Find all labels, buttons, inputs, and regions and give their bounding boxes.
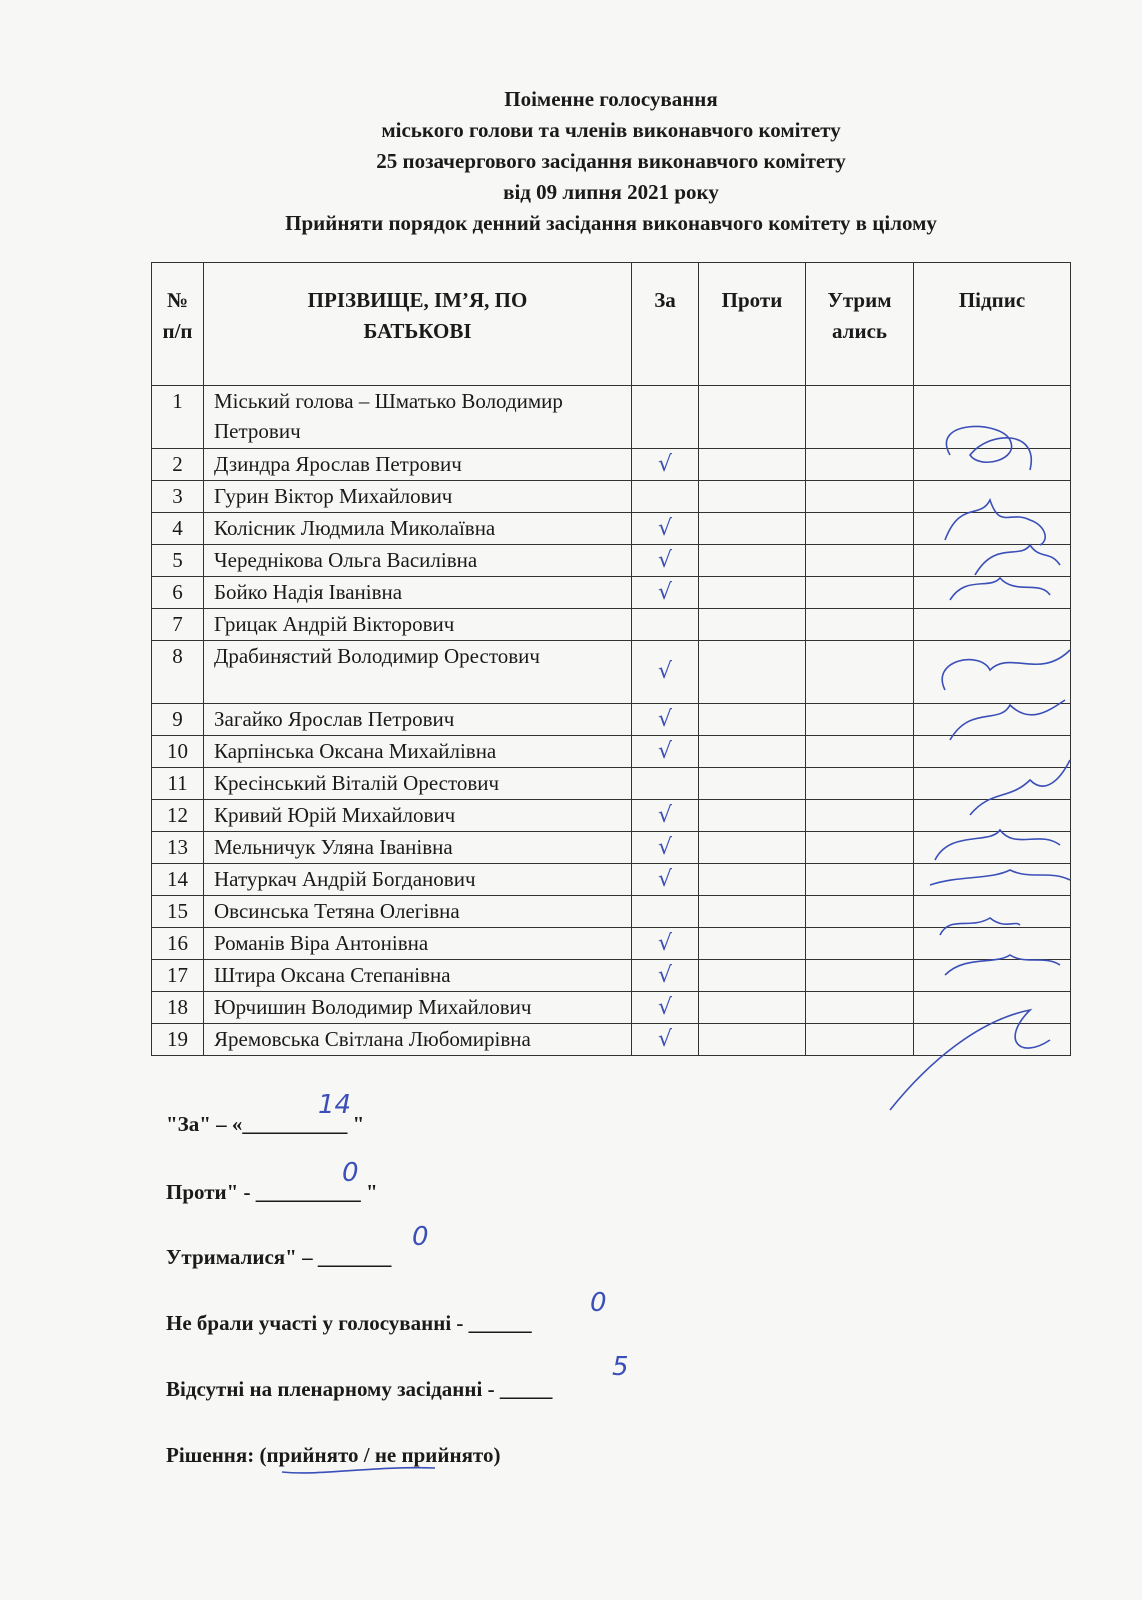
summary-against-label: Проти" - __________ " bbox=[166, 1180, 378, 1204]
row-name: Бойко Надія Іванівна bbox=[204, 577, 632, 609]
table-row bbox=[152, 800, 1071, 832]
row-number: 5 bbox=[152, 545, 204, 577]
row-vote-abstain bbox=[806, 864, 914, 896]
row-signature bbox=[914, 641, 1071, 704]
row-number: 16 bbox=[152, 928, 204, 960]
row-vote-against bbox=[699, 481, 806, 513]
row-signature bbox=[914, 481, 1071, 513]
table-row bbox=[152, 768, 1071, 800]
table-row bbox=[152, 704, 1071, 736]
col-header-against: Проти bbox=[699, 263, 806, 386]
row-signature bbox=[914, 704, 1071, 736]
row-vote-for bbox=[632, 768, 699, 800]
row-vote-for: √ bbox=[632, 928, 699, 960]
row-vote-against bbox=[699, 928, 806, 960]
row-vote-abstain bbox=[806, 545, 914, 577]
row-name: Череднікова Ольга Василівна bbox=[204, 545, 632, 577]
header-subtitle: міського голови та членів виконавчого комітету bbox=[381, 118, 841, 142]
row-vote-against bbox=[699, 609, 806, 641]
row-vote-abstain bbox=[806, 704, 914, 736]
row-name: Кривий Юрій Михайлович bbox=[204, 800, 632, 832]
row-vote-for: √ bbox=[632, 832, 699, 864]
row-signature bbox=[914, 800, 1071, 832]
row-vote-for bbox=[632, 386, 699, 449]
voting-table bbox=[151, 262, 1071, 1056]
row-name: Колісник Людмила Миколаївна bbox=[204, 513, 632, 545]
table-row bbox=[152, 992, 1071, 1024]
row-signature bbox=[914, 928, 1071, 960]
table-row bbox=[152, 928, 1071, 960]
row-signature bbox=[914, 1024, 1071, 1056]
document-header bbox=[150, 84, 1072, 239]
row-vote-against bbox=[699, 864, 806, 896]
row-number: 4 bbox=[152, 513, 204, 545]
row-vote-against bbox=[699, 768, 806, 800]
table-row bbox=[152, 641, 1071, 704]
row-vote-abstain bbox=[806, 481, 914, 513]
row-vote-for: √ bbox=[632, 577, 699, 609]
row-vote-for bbox=[632, 481, 699, 513]
row-vote-abstain bbox=[806, 800, 914, 832]
row-vote-for: √ bbox=[632, 641, 699, 704]
table-row bbox=[152, 832, 1071, 864]
table-row bbox=[152, 449, 1071, 481]
row-name: Юрчишин Володимир Михайлович bbox=[204, 992, 632, 1024]
row-vote-for: √ bbox=[632, 992, 699, 1024]
row-vote-abstain bbox=[806, 960, 914, 992]
header-meeting: 25 позачергового засідання виконавчого комітету bbox=[376, 149, 846, 173]
row-name: Загайко Ярослав Петрович bbox=[204, 704, 632, 736]
summary-not-voted bbox=[166, 1311, 532, 1336]
row-number: 11 bbox=[152, 768, 204, 800]
row-vote-abstain bbox=[806, 992, 914, 1024]
row-name: Грицак Андрій Вікторович bbox=[204, 609, 632, 641]
table-row bbox=[152, 864, 1071, 896]
table-row bbox=[152, 513, 1071, 545]
row-number: 15 bbox=[152, 896, 204, 928]
row-vote-abstain bbox=[806, 641, 914, 704]
table-row bbox=[152, 896, 1071, 928]
summary-for-value: 14 bbox=[318, 1090, 352, 1120]
summary-absent-label: Відсутні на пленарному засіданні - _____ bbox=[166, 1377, 553, 1401]
row-vote-abstain bbox=[806, 768, 914, 800]
col-header-signature: Підпис bbox=[914, 263, 1071, 386]
row-number: 1 bbox=[152, 386, 204, 449]
row-vote-against bbox=[699, 386, 806, 449]
row-vote-abstain bbox=[806, 577, 914, 609]
row-vote-against bbox=[699, 960, 806, 992]
row-vote-for: √ bbox=[632, 545, 699, 577]
row-number: 10 bbox=[152, 736, 204, 768]
row-vote-against bbox=[699, 545, 806, 577]
row-number: 19 bbox=[152, 1024, 204, 1056]
row-name: Штира Оксана Степанівна bbox=[204, 960, 632, 992]
row-name: Овсинська Тетяна Олегівна bbox=[204, 896, 632, 928]
row-vote-against bbox=[699, 577, 806, 609]
row-name: Драбинястий Володимир Орестович bbox=[204, 641, 632, 704]
row-vote-for: √ bbox=[632, 736, 699, 768]
summary-absent bbox=[166, 1377, 552, 1402]
row-signature bbox=[914, 896, 1071, 928]
summary-abstain-value: 0 bbox=[412, 1222, 429, 1252]
row-vote-against bbox=[699, 704, 806, 736]
summary-abstain-label: Утрималися" – _______ bbox=[166, 1245, 392, 1269]
row-vote-abstain bbox=[806, 736, 914, 768]
row-vote-for bbox=[632, 896, 699, 928]
row-vote-against bbox=[699, 992, 806, 1024]
row-signature bbox=[914, 449, 1071, 481]
row-vote-against bbox=[699, 896, 806, 928]
row-signature bbox=[914, 832, 1071, 864]
row-vote-for bbox=[632, 609, 699, 641]
row-number: 13 bbox=[152, 832, 204, 864]
row-vote-abstain bbox=[806, 896, 914, 928]
row-number: 2 bbox=[152, 449, 204, 481]
summary-absent-value: 5 bbox=[612, 1352, 629, 1382]
row-signature bbox=[914, 864, 1071, 896]
row-name: Гурин Віктор Михайлович bbox=[204, 481, 632, 513]
col-header-number: № п/п bbox=[152, 263, 204, 386]
row-vote-against bbox=[699, 736, 806, 768]
row-vote-abstain bbox=[806, 449, 914, 481]
row-signature bbox=[914, 577, 1071, 609]
row-signature bbox=[914, 960, 1071, 992]
table-row bbox=[152, 386, 1071, 449]
table-header-row bbox=[152, 263, 1071, 386]
table-row bbox=[152, 577, 1071, 609]
row-signature bbox=[914, 736, 1071, 768]
row-vote-against bbox=[699, 641, 806, 704]
row-vote-abstain bbox=[806, 609, 914, 641]
row-signature bbox=[914, 513, 1071, 545]
row-vote-against bbox=[699, 513, 806, 545]
table-row bbox=[152, 545, 1071, 577]
row-number: 3 bbox=[152, 481, 204, 513]
row-number: 7 bbox=[152, 609, 204, 641]
row-name: Романів Віра Антонівна bbox=[204, 928, 632, 960]
col-header-for: За bbox=[632, 263, 699, 386]
table-row bbox=[152, 960, 1071, 992]
row-vote-for: √ bbox=[632, 449, 699, 481]
row-vote-for: √ bbox=[632, 704, 699, 736]
header-title: Поіменне голосування bbox=[504, 87, 718, 111]
decision-underline-icon bbox=[280, 1462, 440, 1478]
summary-abstain bbox=[166, 1245, 391, 1270]
row-signature bbox=[914, 386, 1071, 449]
header-date: від 09 липня 2021 року bbox=[503, 180, 719, 204]
row-vote-for: √ bbox=[632, 800, 699, 832]
row-name: Дзиндра Ярослав Петрович bbox=[204, 449, 632, 481]
row-vote-abstain bbox=[806, 928, 914, 960]
row-vote-for: √ bbox=[632, 513, 699, 545]
row-number: 14 bbox=[152, 864, 204, 896]
row-vote-against bbox=[699, 800, 806, 832]
row-number: 8 bbox=[152, 641, 204, 704]
col-header-abstain: Утрим ались bbox=[806, 263, 914, 386]
row-vote-abstain bbox=[806, 1024, 914, 1056]
row-signature bbox=[914, 609, 1071, 641]
header-agenda: Прийняти порядок денний засідання виконавчого комітету в цілому bbox=[285, 211, 937, 235]
table-row bbox=[152, 736, 1071, 768]
row-name: Натуркач Андрій Богданович bbox=[204, 864, 632, 896]
row-signature bbox=[914, 545, 1071, 577]
row-signature bbox=[914, 992, 1071, 1024]
summary-not-voted-label: Не брали участі у голосуванні - ______ bbox=[166, 1311, 532, 1335]
row-name: Міський голова – Шматько Володимир Петрович bbox=[204, 386, 632, 449]
row-number: 17 bbox=[152, 960, 204, 992]
row-name: Карпінська Оксана Михайлівна bbox=[204, 736, 632, 768]
row-number: 12 bbox=[152, 800, 204, 832]
summary-against-value: 0 bbox=[342, 1158, 359, 1188]
row-name: Яремовська Світлана Любомирівна bbox=[204, 1024, 632, 1056]
table-row bbox=[152, 481, 1071, 513]
row-number: 18 bbox=[152, 992, 204, 1024]
row-vote-for: √ bbox=[632, 864, 699, 896]
table-row bbox=[152, 1024, 1071, 1056]
col-header-name: ПРІЗВИЩЕ, ІМ’Я, ПО БАТЬКОВІ bbox=[204, 263, 632, 386]
row-vote-against bbox=[699, 832, 806, 864]
summary-decision-label: Рішення: (прийнято / не прийнято) bbox=[166, 1443, 501, 1467]
row-vote-for: √ bbox=[632, 960, 699, 992]
row-vote-abstain bbox=[806, 513, 914, 545]
table-row bbox=[152, 609, 1071, 641]
row-number: 9 bbox=[152, 704, 204, 736]
row-vote-against bbox=[699, 449, 806, 481]
row-vote-for: √ bbox=[632, 1024, 699, 1056]
row-name: Кресінський Віталій Орестович bbox=[204, 768, 632, 800]
summary-not-voted-value: 0 bbox=[590, 1288, 607, 1318]
row-number: 6 bbox=[152, 577, 204, 609]
row-name: Мельничук Уляна Іванівна bbox=[204, 832, 632, 864]
row-vote-abstain bbox=[806, 832, 914, 864]
row-vote-abstain bbox=[806, 386, 914, 449]
summary-for-label: "За" – «__________ " bbox=[166, 1112, 365, 1136]
row-vote-against bbox=[699, 1024, 806, 1056]
row-signature bbox=[914, 768, 1071, 800]
